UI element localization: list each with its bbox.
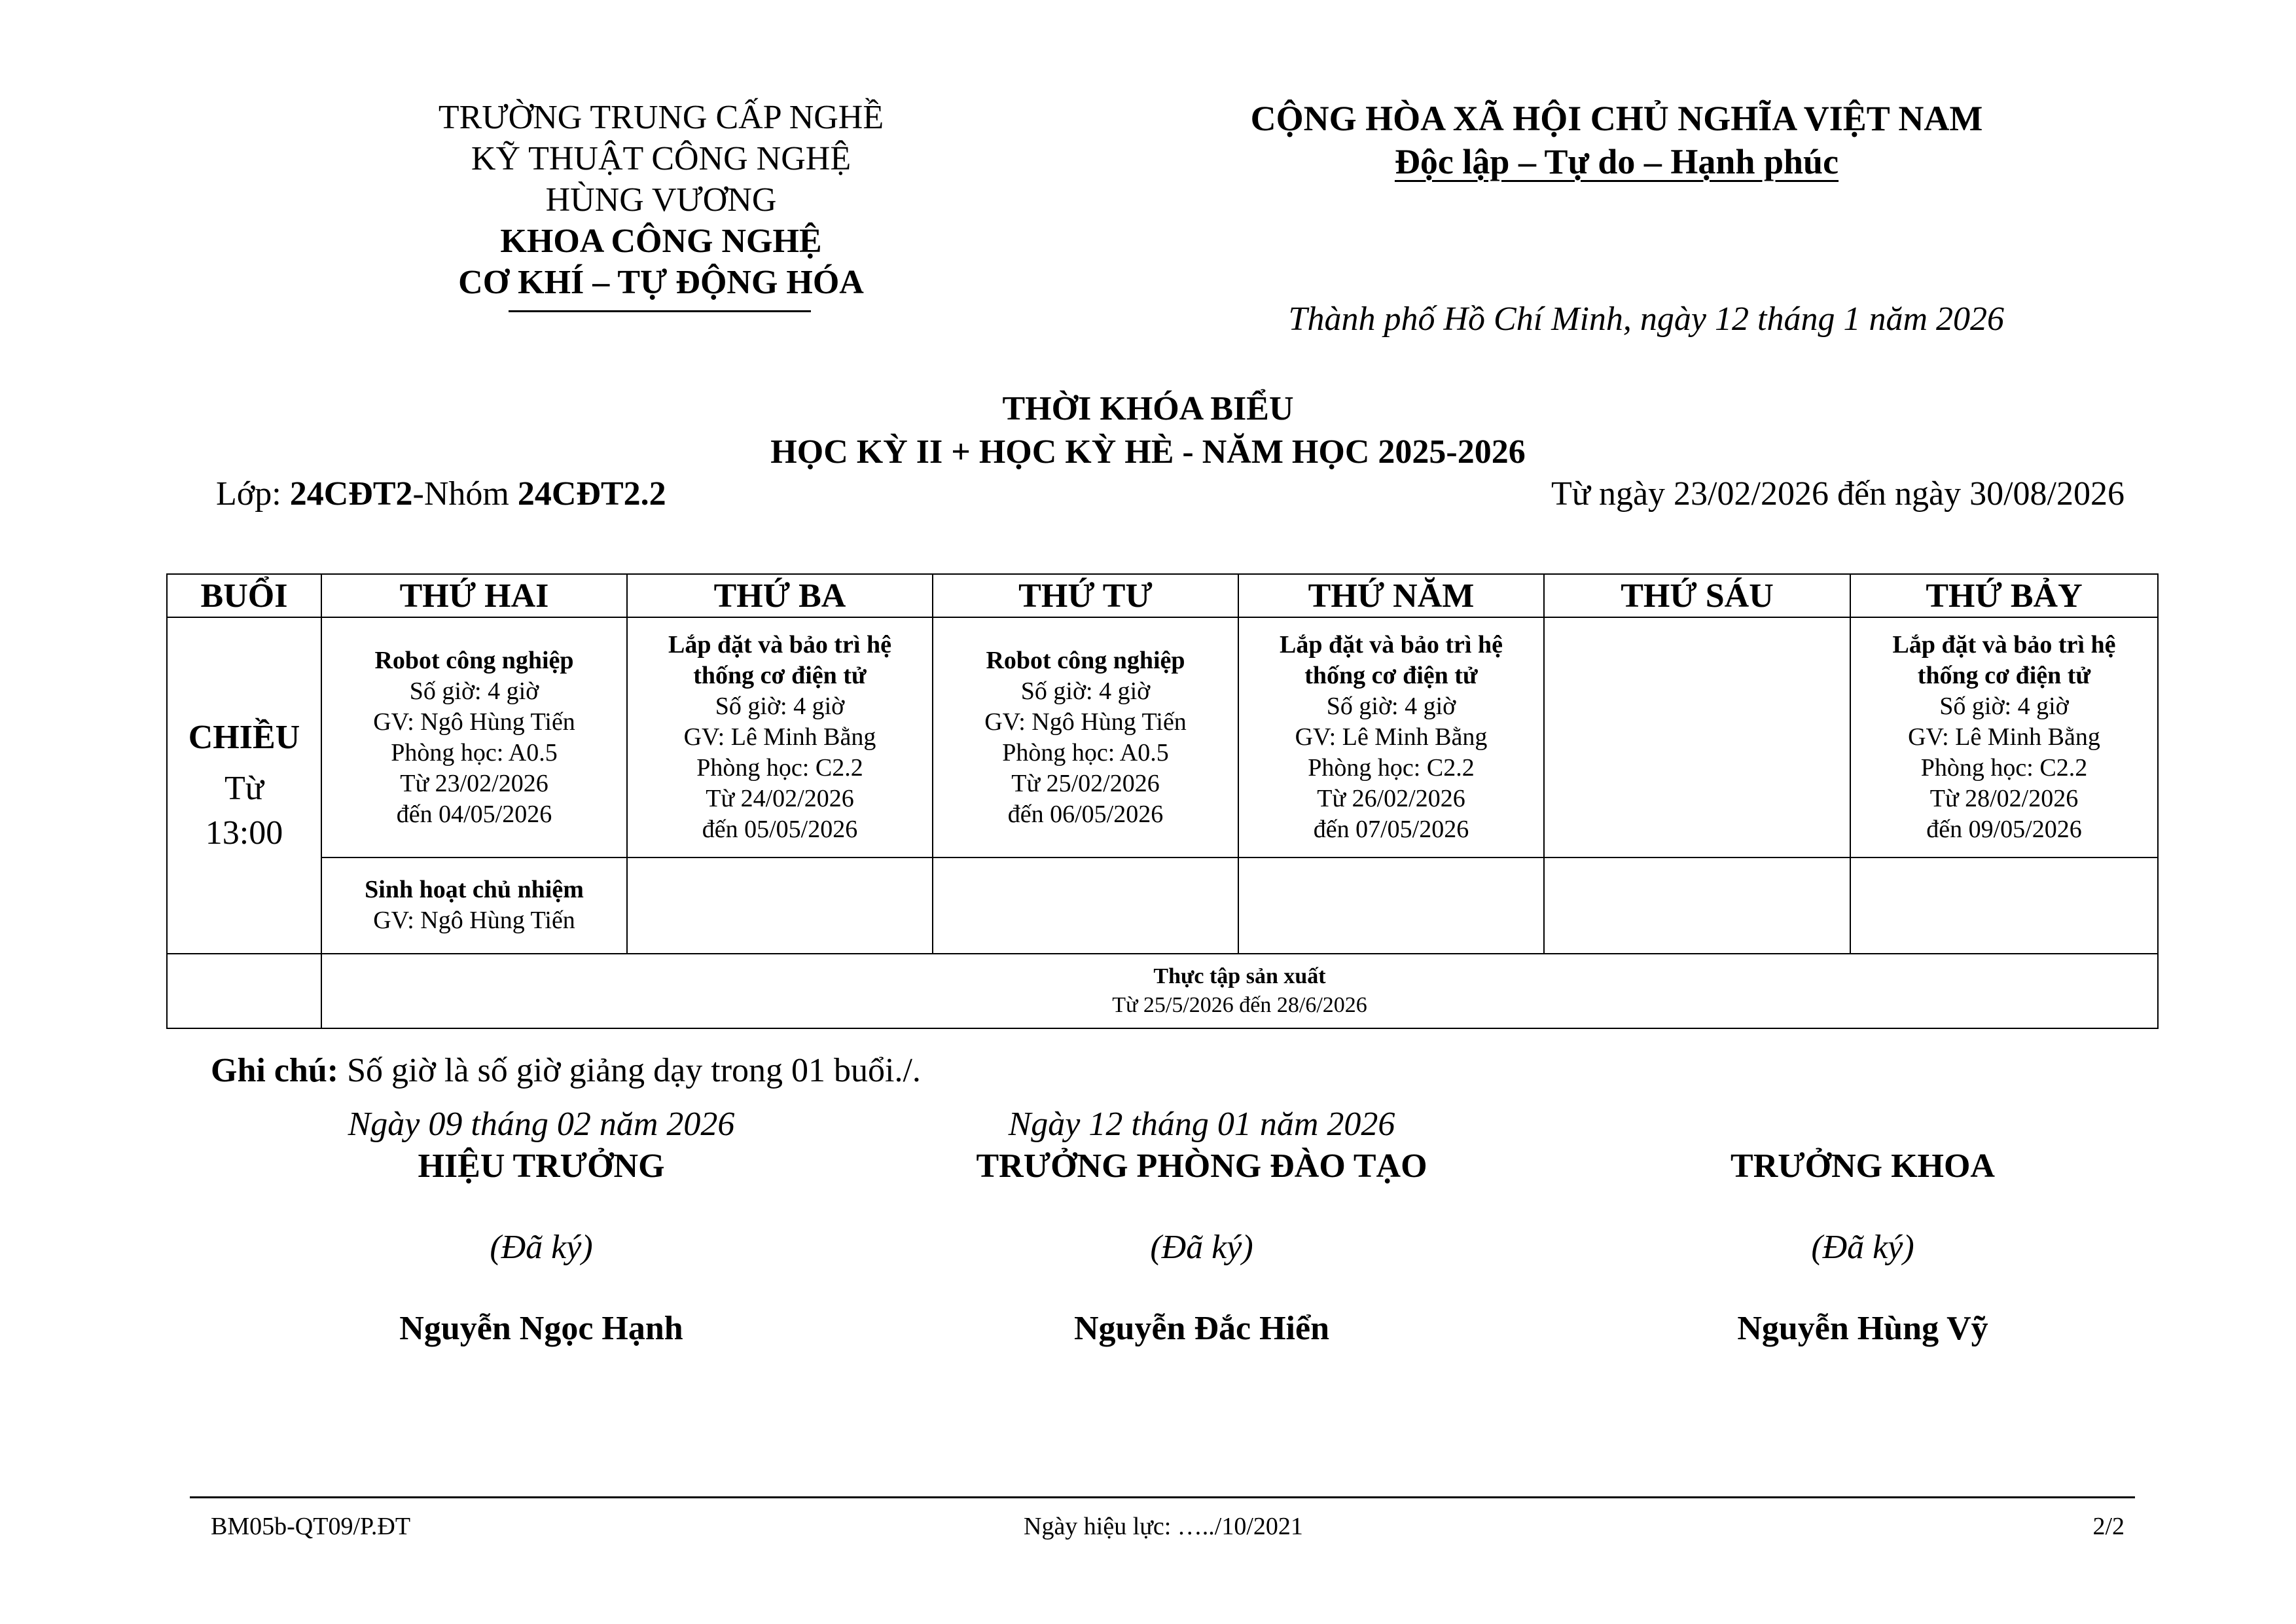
end-date: đến 04/05/2026 <box>396 800 552 828</box>
table-row <box>167 617 2158 857</box>
signature-date: Ngày 09 tháng 02 năm 2026 <box>348 1106 735 1143</box>
room: Phòng học: A0.5 <box>391 738 558 767</box>
subject-name: Lắp đặt và bảo trì hệ thống cơ điện tử <box>668 631 891 690</box>
teacher: GV: Ngô Hùng Tiến <box>373 907 575 935</box>
column-header-friday: THỨ SÁU <box>1544 574 1850 617</box>
class-cell-monday <box>321 617 627 857</box>
page-number: 2/2 <box>2092 1513 2125 1540</box>
class-cell-monday-homeroom <box>321 857 627 953</box>
class-info <box>216 475 666 513</box>
school-name-line: HÙNG VƯƠNG <box>545 181 777 219</box>
table-header-row <box>167 574 2158 617</box>
signature-date: Ngày 12 tháng 01 năm 2026 <box>1008 1106 1395 1143</box>
signed-mark: (Đã ký) <box>490 1229 593 1266</box>
table-row <box>167 954 2158 1028</box>
signature-title: TRƯỞNG KHOA <box>1731 1147 1995 1185</box>
column-header-saturday: THỨ BẢY <box>1850 574 2158 617</box>
start-date: Từ 23/02/2026 <box>400 769 548 797</box>
timetable <box>166 573 2159 1029</box>
teacher: GV: Lê Minh Bằng <box>1908 723 2100 751</box>
class-label: Lớp: <box>216 475 290 513</box>
school-name-line: KỸ THUẬT CÔNG NGHỆ <box>471 140 852 177</box>
effective-date: Ngày hiệu lực: …../10/2021 <box>1024 1513 1303 1540</box>
internship-cell <box>321 954 2158 1028</box>
national-header <box>1224 97 2009 183</box>
note-text: Số giờ là số giờ giảng dạy trong 01 buổi./. <box>338 1052 921 1089</box>
schedule-period: Từ ngày 23/02/2026 đến ngày 30/08/2026 <box>1551 475 2125 513</box>
group-code: 24CĐT2.2 <box>517 475 666 513</box>
signature-title: TRƯỞNG PHÒNG ĐÀO TẠO <box>976 1147 1427 1185</box>
teacher: GV: Lê Minh Bằng <box>1295 723 1488 751</box>
session-cell <box>167 617 321 953</box>
end-date: đến 05/05/2026 <box>702 816 858 844</box>
column-header-wednesday: THỨ TƯ <box>933 574 1238 617</box>
room: Phòng học: C2.2 <box>1308 754 1475 782</box>
hours: Số giờ: 4 giờ <box>715 693 845 721</box>
class-cell-wednesday <box>933 617 1238 857</box>
school-name-line: TRƯỜNG TRUNG CẤP NGHỀ <box>438 99 884 136</box>
class-cell-thursday <box>1238 617 1544 857</box>
place-date: Thành phố Hồ Chí Minh, ngày 12 tháng 1 năm 2026 <box>1288 300 2004 338</box>
signer-name: Nguyễn Đắc Hiển <box>1074 1310 1329 1347</box>
session-time: 13:00 <box>205 814 283 852</box>
subject-name: Sinh hoạt chủ nhiệm <box>365 876 584 904</box>
hours: Số giờ: 4 giờ <box>1939 693 2069 721</box>
signer-name: Nguyễn Hùng Vỹ <box>1737 1310 1988 1347</box>
start-date: Từ 24/02/2026 <box>706 785 854 813</box>
document-title <box>0 388 2296 474</box>
internship-dates: Từ 25/5/2026 đến 28/6/2026 <box>1112 992 1367 1017</box>
room: Phòng học: C2.2 <box>1920 754 2088 782</box>
room: Phòng học: C2.2 <box>696 754 863 782</box>
teacher: GV: Ngô Hùng Tiến <box>984 708 1187 736</box>
school-header <box>367 97 956 303</box>
title-line-1: THỜI KHÓA BIỂU <box>1002 390 1294 427</box>
empty-cell <box>1238 857 1544 953</box>
room: Phòng học: A0.5 <box>1002 738 1169 767</box>
empty-cell <box>1544 857 1850 953</box>
note-label: Ghi chú: <box>211 1052 339 1089</box>
column-header-monday: THỨ HAI <box>321 574 627 617</box>
session-name: CHIỀU <box>188 718 300 756</box>
note <box>211 1051 921 1090</box>
faculty-name-line: CƠ KHÍ – TỰ ĐỘNG HÓA <box>458 264 864 301</box>
teacher: GV: Lê Minh Bằng <box>683 723 876 751</box>
start-date: Từ 28/02/2026 <box>1929 785 2079 813</box>
signer-name: Nguyễn Ngọc Hạnh <box>399 1310 683 1347</box>
class-code: 24CĐT2 <box>289 475 413 513</box>
internship-title: Thực tập sản xuất <box>1153 964 1326 988</box>
hours: Số giờ: 4 giờ <box>409 677 539 705</box>
form-code: BM05b-QT09/P.ĐT <box>211 1513 411 1540</box>
empty-cell <box>1850 857 2158 953</box>
hours: Số giờ: 4 giờ <box>1020 677 1151 705</box>
end-date: đến 07/05/2026 <box>1313 816 1469 844</box>
title-line-2: HỌC KỲ II + HỌC KỲ HÈ - NĂM HỌC 2025-2026 <box>770 433 1526 471</box>
end-date: đến 09/05/2026 <box>1926 816 2082 844</box>
start-date: Từ 25/02/2026 <box>1011 769 1160 797</box>
class-cell-friday <box>1544 617 1850 857</box>
group-label: -Nhóm <box>412 475 518 513</box>
start-date: Từ 26/02/2026 <box>1317 785 1465 813</box>
column-header-session: BUỔI <box>167 574 321 617</box>
signed-mark: (Đã ký) <box>1150 1229 1253 1266</box>
signature-title: HIỆU TRƯỞNG <box>418 1147 665 1185</box>
empty-cell <box>167 954 321 1028</box>
column-header-tuesday: THỨ BA <box>627 574 933 617</box>
teacher: GV: Ngô Hùng Tiến <box>373 708 575 736</box>
footer-divider <box>190 1496 2135 1498</box>
end-date: đến 06/05/2026 <box>1007 800 1164 828</box>
header-divider <box>509 310 811 312</box>
hours: Số giờ: 4 giờ <box>1326 693 1456 721</box>
class-cell-saturday <box>1850 617 2158 857</box>
national-motto: Độc lập – Tự do – Hạnh phúc <box>1394 142 1839 181</box>
empty-cell <box>933 857 1238 953</box>
faculty-name-line: KHOA CÔNG NGHỆ <box>500 223 822 260</box>
empty-cell <box>627 857 933 953</box>
subject-name: Robot công nghiệp <box>374 646 574 674</box>
column-header-thursday: THỨ NĂM <box>1238 574 1544 617</box>
class-cell-tuesday <box>627 617 933 857</box>
signed-mark: (Đã ký) <box>1811 1229 1914 1266</box>
subject-name: Lắp đặt và bảo trì hệ thống cơ điện tử <box>1280 631 1503 690</box>
session-from: Từ <box>224 769 264 807</box>
subject-name: Robot công nghiệp <box>986 646 1185 674</box>
table-row <box>167 857 2158 953</box>
subject-name: Lắp đặt và bảo trì hệ thống cơ điện tử <box>1892 631 2116 690</box>
country-name: CỘNG HÒA XÃ HỘI CHỦ NGHĨA VIỆT NAM <box>1250 99 1983 138</box>
